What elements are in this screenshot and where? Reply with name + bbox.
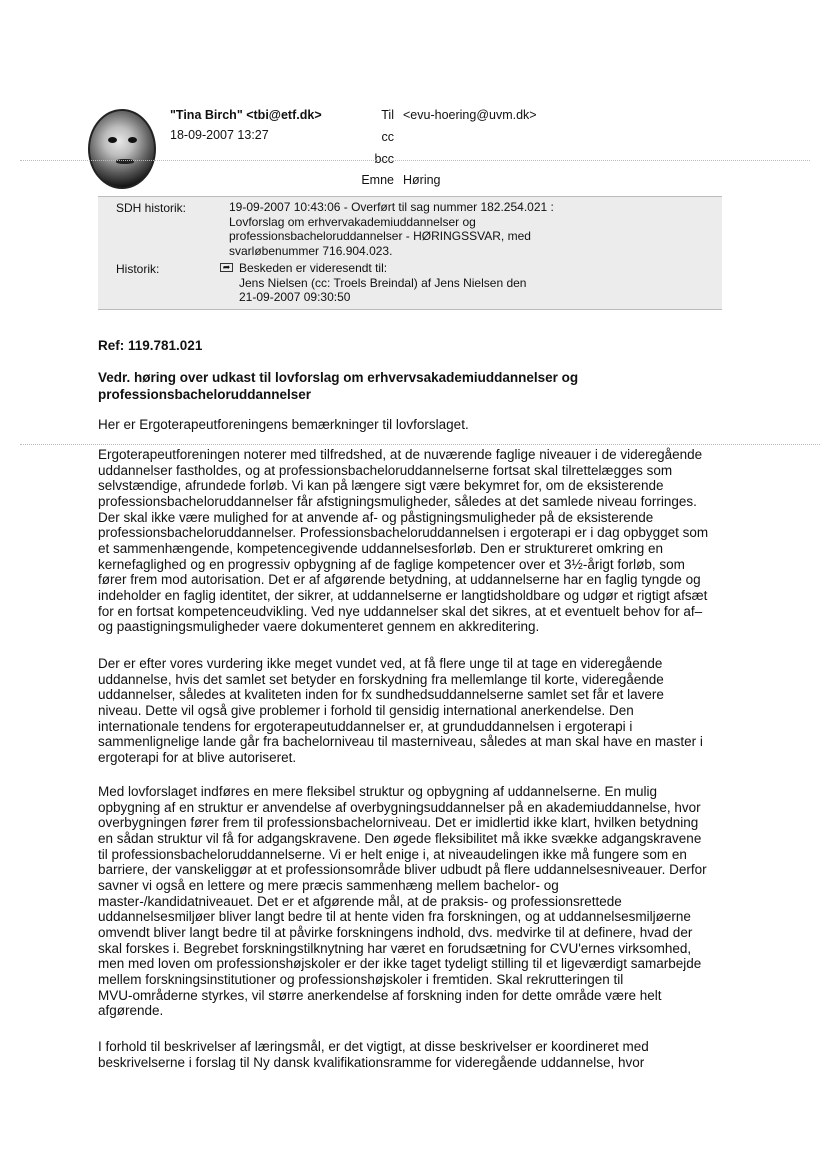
subject-heading-line: professionsbacheloruddannelser	[98, 387, 312, 402]
paragraph-line: mellem forskningsinstitutioner og professionshøjskoler i fremtiden. Skal rekrutteringen til	[98, 971, 624, 987]
paragraph-line: omvendt bliver langt bedre til at påvirke forskningens indhold, dvs. medvirke til at definere, hvad der	[98, 924, 693, 940]
intro-sentence: Her er Ergoterapeutforeningens bemærkninger til lovforslaget.	[98, 417, 469, 432]
history-box	[98, 196, 722, 310]
paragraph-line: en sådan struktur vil få for adgangskravene. Den øgede fleksibilitet må ikke svække adgangskravene	[98, 830, 702, 846]
paragraph-line: professionsbacheloruddannelser. Professionsbacheloruddannelsen i ergoterapi er i dag opbygget som	[98, 525, 709, 541]
to-label: Til	[381, 108, 394, 122]
sdh-history-line[interactable]: 19-09-2007 10:43:06 - Overført til sag nummer 182.254.021 :	[229, 200, 554, 214]
body-paragraph	[98, 447, 726, 635]
subject-label: Emne	[361, 173, 394, 187]
paragraph-line: MVU-områderne styrkes, vil større anerkendelse af forskning inden for dette område være helt	[98, 987, 662, 1003]
paragraph-line: ergoterapi for at blive autoriseret.	[98, 749, 297, 765]
paragraph-line: professionsbacheloruddannelser får afstigningsmuligheder, således at det samlede niveau forringes.	[98, 493, 697, 509]
paragraph-line: men med loven om professionshøjskoler er der ikke taget tydeligt stilling til et ligeværdigt samarbejde	[98, 956, 702, 972]
paragraph-line: Ergoterapeutforeningen noterer med tilfredshed, at de nuværende faglige niveauer i de videregående	[98, 447, 703, 462]
reference-number: Ref: 119.781.021	[98, 338, 203, 353]
paragraph-line: I forhold til beskrivelser af læringsmål, er det vigtigt, at disse beskrivelser er koordineret med	[98, 1039, 649, 1054]
sdh-history-line: Lovforslag om erhvervakademiuddannelser og	[229, 214, 476, 229]
paragraph-line: Der skal ikke være mulighed for at anvende af- og påstigningsmuligheder på de eksisterende	[98, 509, 654, 525]
paragraph-line: uddannelser, således at kvaliteten inden for fx sundhedsuddannelserne samlet set får et lavere	[98, 687, 664, 703]
cc-label: cc	[381, 130, 394, 144]
header-divider	[20, 160, 810, 161]
sdh-history-line: svarløbenummer 716.904.023.	[229, 243, 393, 258]
sdh-history-line: professionsbacheloruddannelser - HØRINGSSVAR, med	[229, 229, 531, 243]
page-divider	[20, 444, 820, 445]
paragraph-line: uddannelse, hvis det samlet set betyder en forskydning fra mellemlange til korte, videregående	[98, 671, 664, 687]
history-line: 21-09-2007 09:30:50	[239, 290, 351, 304]
letter-subject-heading	[98, 369, 698, 403]
history-line[interactable]: Jens Nielsen (cc: Troels Breindal) af Jens Nielsen den	[239, 275, 527, 290]
avatar-eye-right	[128, 137, 137, 143]
paragraph-line: til professionsbacheloruddannelserne. Vi er helt enige i, at niveaudelingen ikke må fungere som en	[98, 846, 687, 862]
paragraph-line: Der er efter vores vurdering ikke meget vundet ved, at få flere unge til at tage en videregående	[98, 656, 663, 671]
bcc-label: bcc	[374, 152, 394, 166]
paragraph-line: kernefaglighed og en progressiv opbygning af de faglige kompetencer over et 3½-årigt forløb, som	[98, 556, 685, 572]
paragraph-line: og paastigningsmuligheder vaere dokumenteret gennem en akkreditering.	[98, 619, 540, 635]
paragraph-line: skal forskes i. Begrebet forskningstilknytning har været en forudsætning for CVU'ernes virksomhed,	[98, 940, 692, 956]
paragraph-line: Med lovforslaget indføres en mere fleksibel struktur og opbygning af uddannelserne. En mulig	[98, 784, 658, 799]
sent-date: 18-09-2007 13:27	[170, 128, 269, 142]
paragraph-line: barriere, der vanskeliggør at et professionsområde bliver udbudt på flere uddannelsesniveauer. Derfor	[98, 862, 707, 878]
paragraph-line: master-/kandidatniveauet. Det er et afgørende mål, at de praksis- og professionsrettede	[98, 893, 622, 909]
paragraph-line: opbygning af en struktur er anvendelse af overbygningsuddannelser på en akademiuddannelse, hvor	[98, 799, 701, 815]
history-label: Historik:	[116, 262, 160, 276]
sdh-history-label: SDH historik:	[116, 201, 187, 215]
history-text	[239, 261, 699, 305]
sdh-history-text	[229, 200, 709, 258]
body-paragraph	[98, 1039, 726, 1070]
paragraph-line: sammenlignelige lande går fra bachelorniveau til masterniveau, således at man skal have en master i	[98, 734, 703, 750]
paragraph-line: indeholder en faglig identitet, der sikrer, at uddannelserne er langtidsholdbare og udgør et rigtigt afsæt	[98, 587, 708, 603]
paragraph-line: selvstændige, afrundede forløb. Vi kan på længere sigt være bekymret for, om de eksisterende	[98, 478, 664, 494]
subject-heading-line: Vedr. høring over udkast til lovforslag om erhvervsakademiuddannelser og	[98, 370, 579, 385]
paragraph-line: overbygningen fører frem til professionsbachelorniveau. Det er imidlertid ikke klart, hvilken betydning	[98, 815, 699, 831]
paragraph-line: for en fortsat kompetenceudvikling. Ved nye uddannelser skal det sikres, at et eventuelt behov for af–	[98, 603, 703, 619]
forward-icon: ➦	[220, 263, 233, 272]
sender-name[interactable]: "Tina Birch" <tbi@etf.dk>	[170, 108, 322, 122]
to-value[interactable]: <evu-hoering@uvm.dk>	[403, 108, 537, 122]
paragraph-line: internationale tendens for ergoterapeutuddannelser er, at grunduddannelsen i ergoterapi i	[98, 718, 633, 734]
subject-value: Høring	[403, 173, 441, 187]
paragraph-line: niveau. Dette vil også give problemer i forhold til gensidig international anerkendelse. Den	[98, 702, 634, 718]
paragraph-line: afgørende.	[98, 1003, 164, 1019]
history-line: Beskeden er videresendt til:	[239, 261, 388, 275]
paragraph-line: beskrivelserne i forslag til Ny dansk kvalifikationsramme for videregående uddannelse, hvor	[98, 1054, 645, 1070]
body-paragraph	[98, 656, 726, 766]
paragraph-line: fører frem mod autorisation. Det er af afgørende betydning, at uddannelserne har en faglig tyngde og	[98, 572, 701, 588]
paragraph-line: savner vi også en lettere og mere præcis sammenhæng mellem bachelor- og	[98, 877, 559, 893]
paragraph-line: uddannelser fastholdes, og at professionsbacheloruddannelserne fortsat skal tilrettelægges som	[98, 462, 673, 478]
paragraph-line: et sammenhængende, kompetencegivende uddannelsesforløb. Den er struktureret omkring en	[98, 540, 664, 556]
body-paragraph	[98, 784, 726, 1019]
paragraph-line: uddannelsesmiljøer bliver langt bedre til at hente viden fra forskningen, og at uddannelsesmiljøerne	[98, 909, 691, 925]
avatar-eye-left	[108, 137, 117, 143]
sender-avatar	[88, 109, 156, 189]
